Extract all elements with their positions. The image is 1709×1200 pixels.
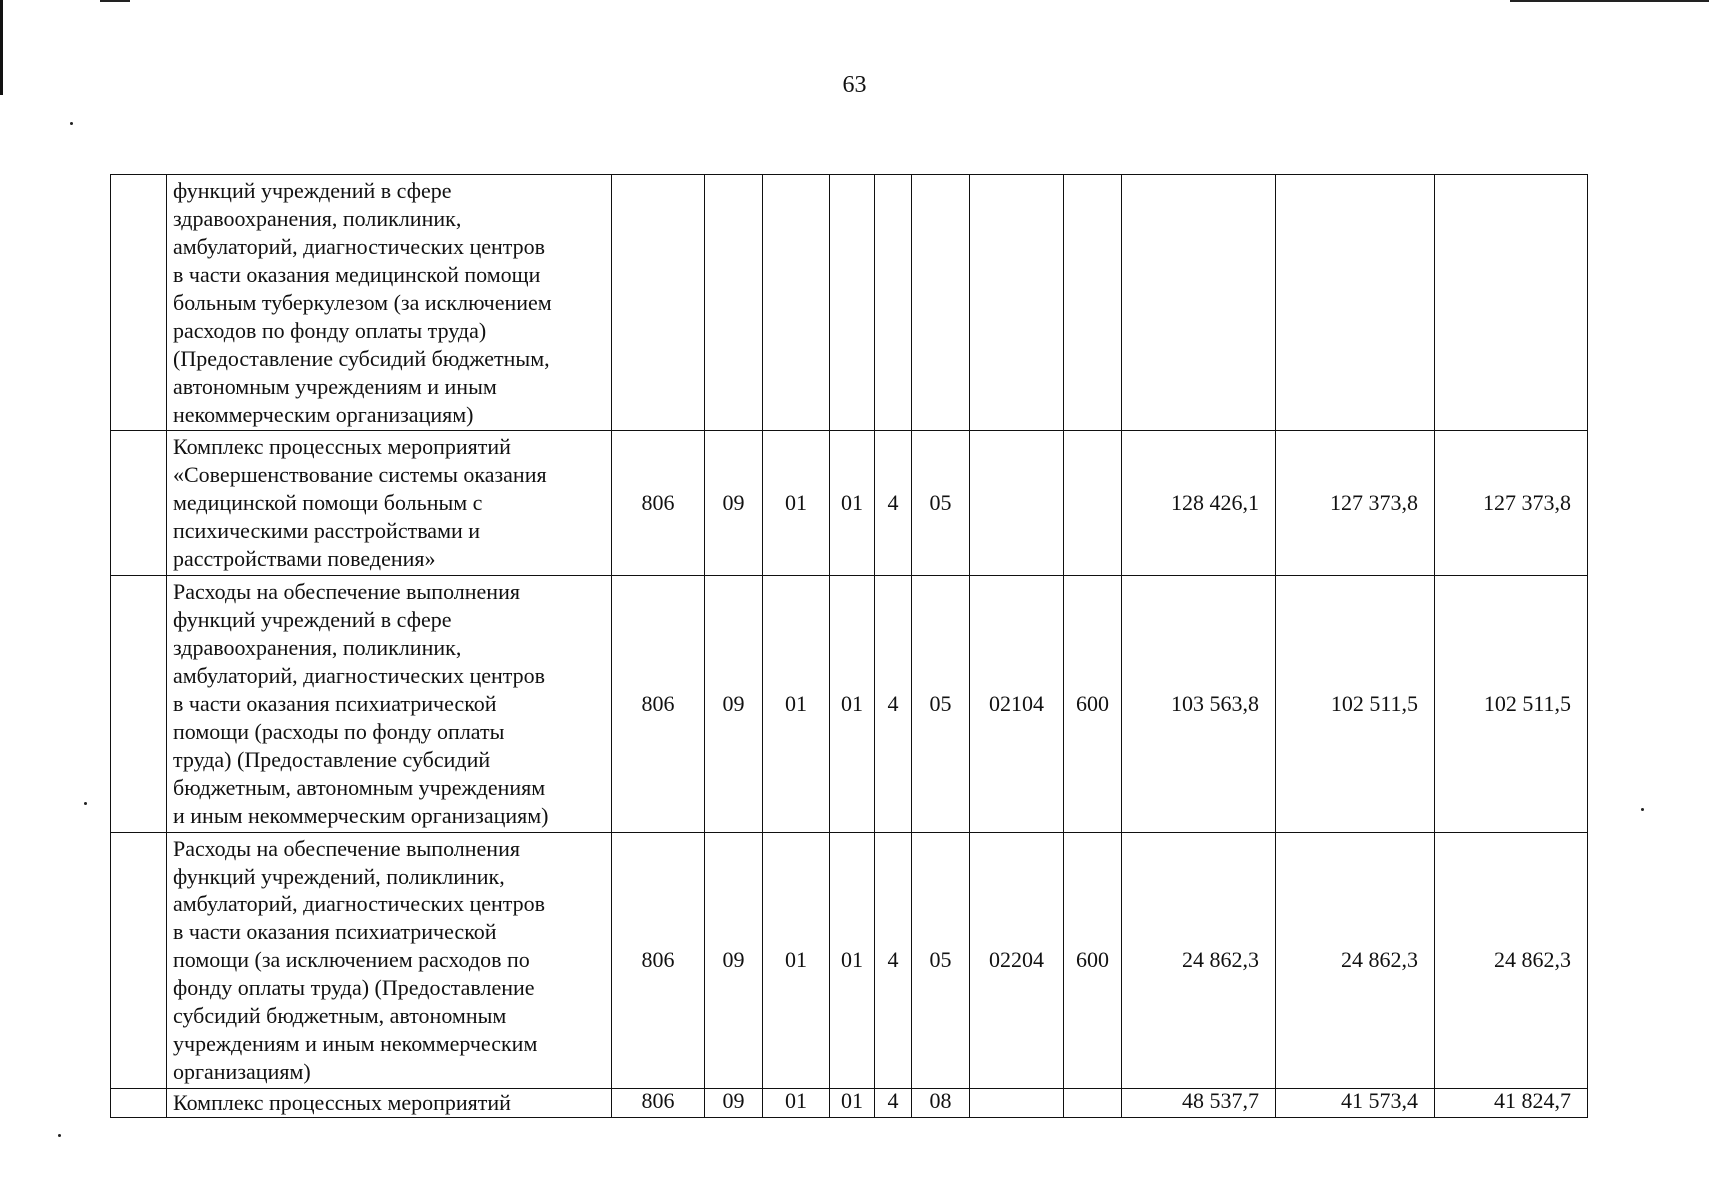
subprogram-code-cell: 4 <box>875 1089 912 1118</box>
amount-cell-1: 48 537,7 <box>1122 1089 1276 1118</box>
row-number-cell <box>111 431 167 576</box>
budget-table <box>110 174 1588 1118</box>
section-code-cell <box>705 175 763 431</box>
table-row <box>111 175 1588 431</box>
subprogram-code-cell <box>875 175 912 431</box>
amount-cell-1: 24 862,3 <box>1122 832 1276 1088</box>
amount-cell-3: 127 373,8 <box>1435 431 1588 576</box>
row-number-cell <box>111 175 167 431</box>
program-code-cell: 01 <box>830 832 875 1088</box>
ministry-code-cell: 806 <box>612 1089 705 1118</box>
amount-cell-3: 24 862,3 <box>1435 832 1588 1088</box>
table-row <box>111 431 1588 576</box>
activity-code-cell: 08 <box>912 1089 970 1118</box>
subsection-code-cell: 01 <box>763 1089 830 1118</box>
page-number: 63 <box>842 72 867 98</box>
program-code-cell: 01 <box>830 576 875 832</box>
scan-speck <box>58 1134 61 1137</box>
row-number-cell <box>111 832 167 1088</box>
activity-code-cell <box>912 175 970 431</box>
section-code-cell: 09 <box>705 431 763 576</box>
target-code-cell <box>970 431 1064 576</box>
ministry-code-cell: 806 <box>612 576 705 832</box>
scan-speck <box>70 122 73 125</box>
scan-speck <box>84 802 87 805</box>
program-code-cell <box>830 175 875 431</box>
amount-cell-2: 102 511,5 <box>1276 576 1435 832</box>
expense-type-cell <box>1064 431 1122 576</box>
activity-code-cell: 05 <box>912 431 970 576</box>
program-code-cell: 01 <box>830 431 875 576</box>
activity-code-cell: 05 <box>912 832 970 1088</box>
description-cell: функций учреждений в сфере здравоохранения, поликлиник, амбулаторий, диагностических центров в части оказания медицинской помощи больным туберкулезом (за исключением расходов по фонду оплаты труда) (Предоставление субсидий бюджетным, автономным учреждениям и иным некоммерческим организациям) <box>167 175 612 431</box>
amount-cell-3 <box>1435 175 1588 431</box>
ministry-code-cell <box>612 175 705 431</box>
target-code-cell: 02204 <box>970 832 1064 1088</box>
amount-cell-2 <box>1276 175 1435 431</box>
description-cell: Расходы на обеспечение выполнения функций учреждений в сфере здравоохранения, поликлиник, амбулаторий, диагностических центров в части оказания психиатрической помощи (расходы по фонду оплаты труда) (Предоставление субсидий бюджетным, автономным учреждениям и иным некоммерческим организациям) <box>167 576 612 832</box>
subsection-code-cell: 01 <box>763 832 830 1088</box>
subsection-code-cell: 01 <box>763 576 830 832</box>
scan-edge-line <box>100 0 130 2</box>
ministry-code-cell: 806 <box>612 431 705 576</box>
amount-cell-2: 41 573,4 <box>1276 1089 1435 1118</box>
subprogram-code-cell: 4 <box>875 832 912 1088</box>
subsection-code-cell: 01 <box>763 431 830 576</box>
table-row <box>111 832 1588 1088</box>
activity-code-cell: 05 <box>912 576 970 832</box>
target-code-cell: 02104 <box>970 576 1064 832</box>
ministry-code-cell: 806 <box>612 832 705 1088</box>
scan-speck <box>1641 808 1644 811</box>
description-cell: Комплекс процессных мероприятий «Совершенствование системы оказания медицинской помощи больным с психическими расстройствами и расстройствами поведения» <box>167 431 612 576</box>
row-number-cell <box>111 576 167 832</box>
table-row <box>111 576 1588 832</box>
amount-cell-3: 102 511,5 <box>1435 576 1588 832</box>
expense-type-cell <box>1064 175 1122 431</box>
amount-cell-1: 128 426,1 <box>1122 431 1276 576</box>
description-cell: Комплекс процессных мероприятий <box>167 1089 612 1118</box>
section-code-cell: 09 <box>705 832 763 1088</box>
program-code-cell: 01 <box>830 1089 875 1118</box>
description-cell: Расходы на обеспечение выполнения функций учреждений, поликлиник, амбулаторий, диагностических центров в части оказания психиатрической помощи (за исключением расходов по фонду оплаты труда) (Предоставление субсидий бюджетным, автономным учреждениям и иным некоммерческим организациям) <box>167 832 612 1088</box>
table-row <box>111 1089 1588 1118</box>
expense-type-cell <box>1064 1089 1122 1118</box>
expense-type-cell: 600 <box>1064 576 1122 832</box>
scan-edge-line <box>1510 0 1709 2</box>
target-code-cell <box>970 1089 1064 1118</box>
amount-cell-1 <box>1122 175 1276 431</box>
amount-cell-3: 41 824,7 <box>1435 1089 1588 1118</box>
subprogram-code-cell: 4 <box>875 576 912 832</box>
section-code-cell: 09 <box>705 1089 763 1118</box>
amount-cell-1: 103 563,8 <box>1122 576 1276 832</box>
target-code-cell <box>970 175 1064 431</box>
section-code-cell: 09 <box>705 576 763 832</box>
expense-type-cell: 600 <box>1064 832 1122 1088</box>
amount-cell-2: 24 862,3 <box>1276 832 1435 1088</box>
subsection-code-cell <box>763 175 830 431</box>
row-number-cell <box>111 1089 167 1118</box>
subprogram-code-cell: 4 <box>875 431 912 576</box>
amount-cell-2: 127 373,8 <box>1276 431 1435 576</box>
